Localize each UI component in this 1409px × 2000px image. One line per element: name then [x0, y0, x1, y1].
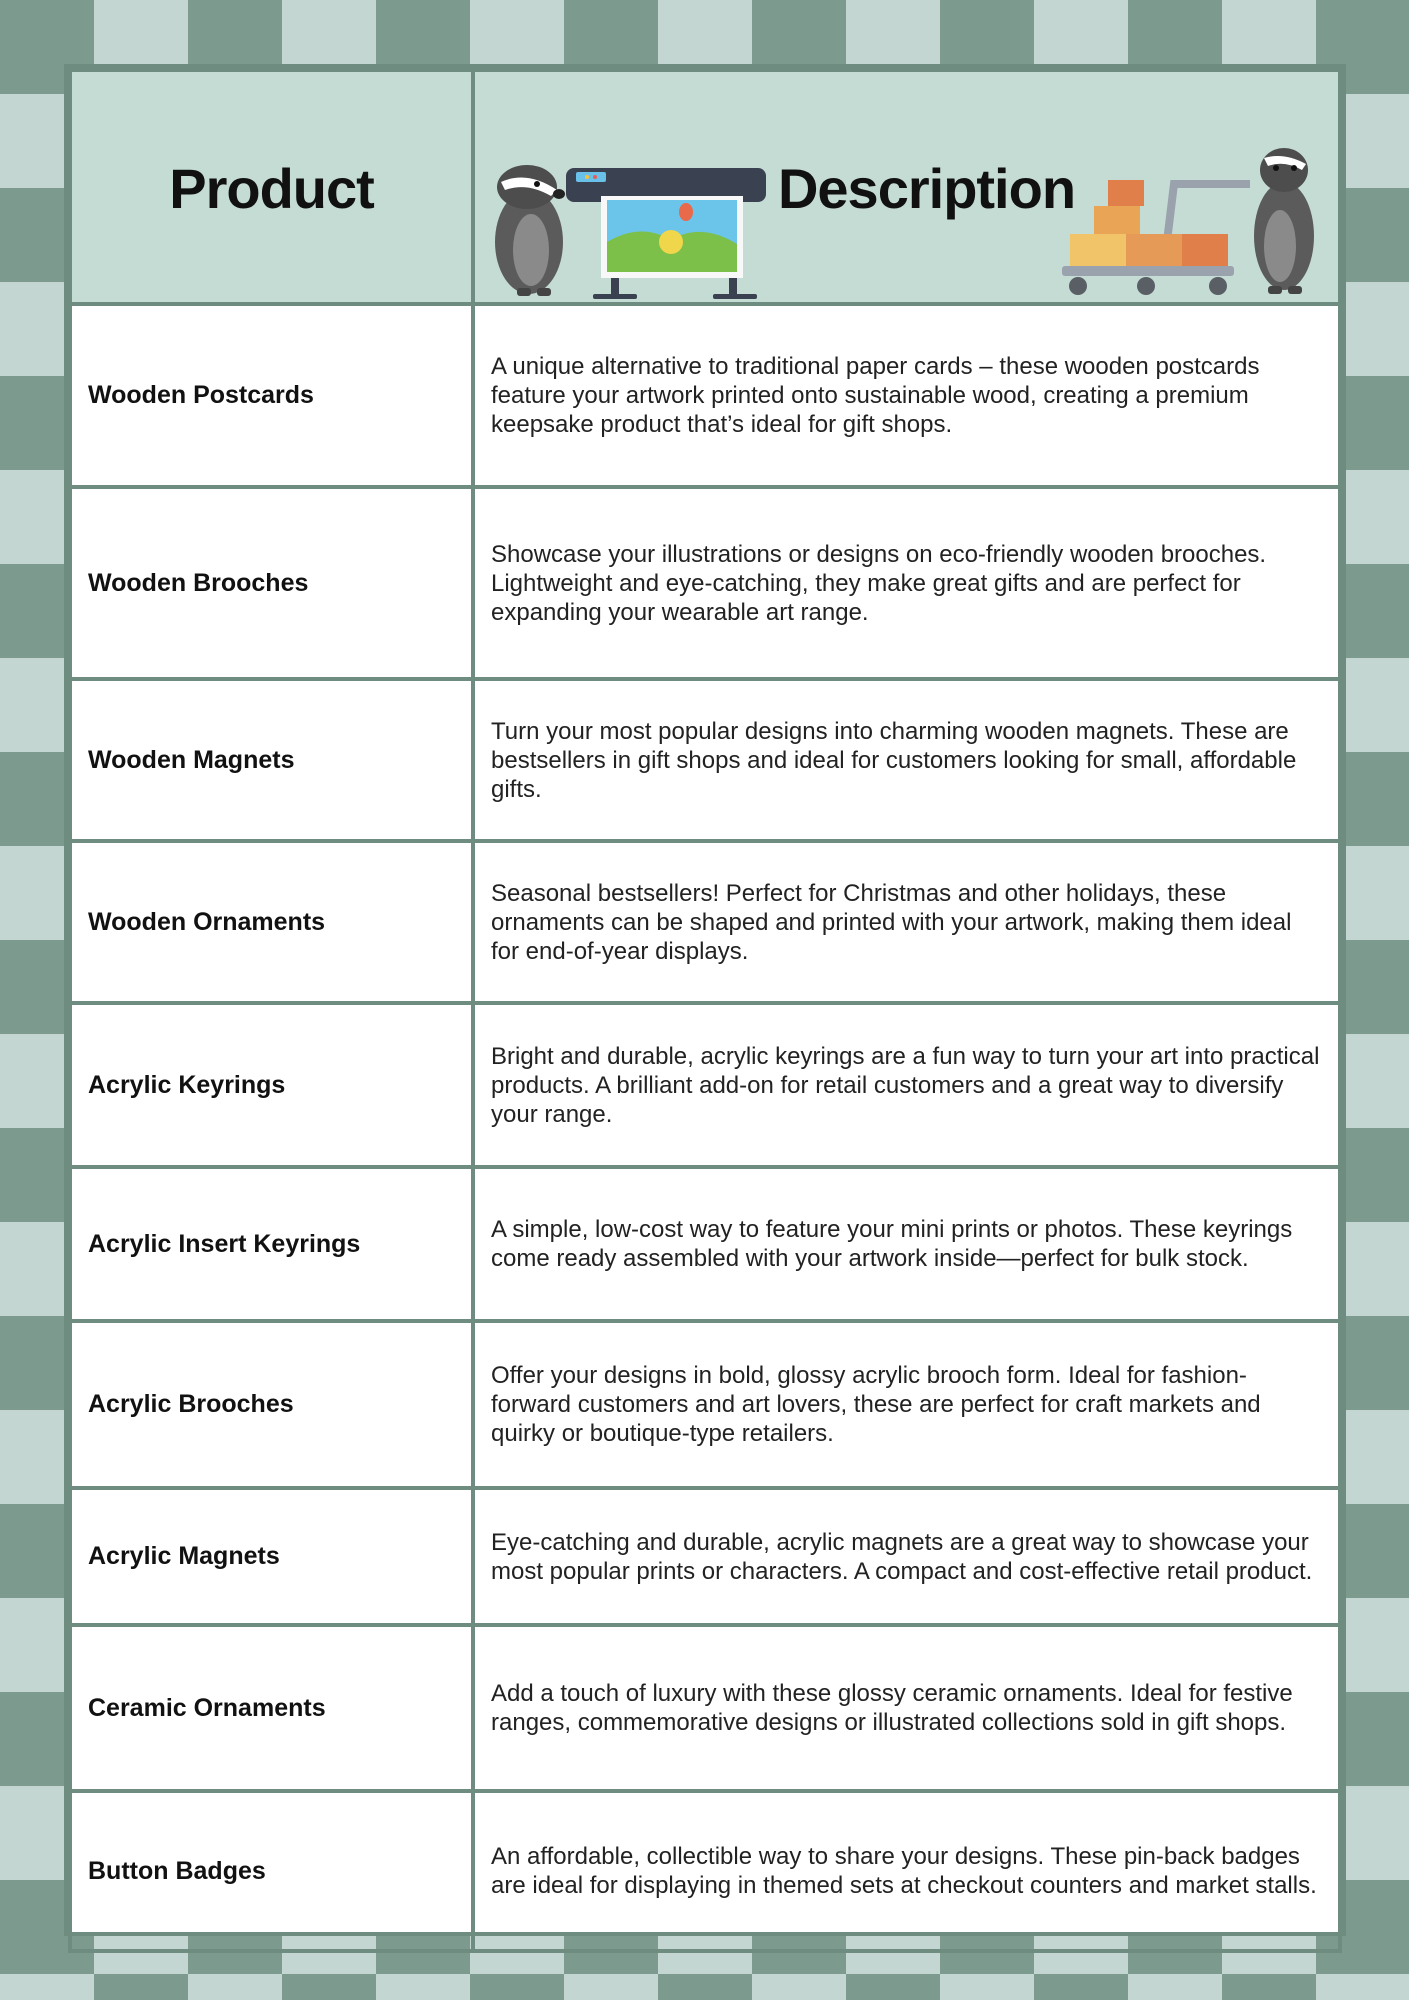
- product-name: Wooden Magnets: [70, 679, 473, 841]
- product-name: Acrylic Magnets: [70, 1488, 473, 1625]
- table-row: [70, 1167, 1340, 1321]
- product-description: Seasonal bestsellers! Perfect for Christmas and other holidays, these ornaments can be shaped and printed with your artwork, making them ideal for end-of-year displays.: [473, 841, 1340, 1003]
- product-description: An affordable, collectible way to share your designs. These pin-back badges are ideal for displaying in themed sets at checkout counters and market stalls.: [473, 1791, 1340, 1951]
- table-row: [70, 304, 1340, 487]
- product-table: [64, 64, 1346, 1936]
- product-name: Button Badges: [70, 1791, 473, 1951]
- header-product-cell: [70, 70, 473, 304]
- product-description: A unique alternative to traditional paper cards – these wooden postcards feature your artwork printed onto sustainable wood, creating a premium keepsake product that’s ideal for gift shops.: [473, 304, 1340, 487]
- badger-cart-illustration: [1054, 130, 1334, 304]
- table-row: [70, 1625, 1340, 1791]
- table-row: [70, 679, 1340, 841]
- product-name: Wooden Postcards: [70, 304, 473, 487]
- table-row: [70, 487, 1340, 679]
- product-description: A simple, low-cost way to feature your mini prints or photos. These keyrings come ready assembled with your artwork inside—perfect for bulk stock.: [473, 1167, 1340, 1321]
- header-description-cell: [473, 70, 1340, 304]
- table-row: [70, 841, 1340, 1003]
- table-row: [70, 1003, 1340, 1167]
- table-row: [70, 1488, 1340, 1625]
- product-name: Acrylic Insert Keyrings: [70, 1167, 473, 1321]
- header-row: [70, 70, 1340, 304]
- product-name: Acrylic Brooches: [70, 1321, 473, 1488]
- header-description: Description: [777, 157, 1076, 220]
- product-description: Showcase your illustrations or designs on eco-friendly wooden brooches. Lightweight and eye-catching, they make great gifts and are perfect for expanding your wearable art range.: [473, 487, 1340, 679]
- table-row: [70, 1791, 1340, 1951]
- table-row: [70, 1321, 1340, 1488]
- product-name: Acrylic Keyrings: [70, 1003, 473, 1167]
- badger-printer-illustration: [481, 132, 781, 302]
- product-description: Offer your designs in bold, glossy acrylic brooch form. Ideal for fashion-forward customers and art lovers, these are perfect for craft markets and quirky or boutique-type retailers.: [473, 1321, 1340, 1488]
- product-name: Ceramic Ornaments: [70, 1625, 473, 1791]
- product-name: Wooden Brooches: [70, 487, 473, 679]
- product-description: Turn your most popular designs into charming wooden magnets. These are bestsellers in gift shops and ideal for customers looking for small, affordable gifts.: [473, 679, 1340, 841]
- product-description: Eye-catching and durable, acrylic magnets are a great way to showcase your most popular prints or characters. A compact and cost-effective retail product.: [473, 1488, 1340, 1625]
- product-name: Wooden Ornaments: [70, 841, 473, 1003]
- product-description: Bright and durable, acrylic keyrings are a fun way to turn your art into practical products. A brilliant add-on for retail customers and a great way to diversify your range.: [473, 1003, 1340, 1167]
- header-product: Product: [169, 157, 374, 220]
- product-description: Add a touch of luxury with these glossy ceramic ornaments. Ideal for festive ranges, commemorative designs or illustrated collections sold in gift shops.: [473, 1625, 1340, 1791]
